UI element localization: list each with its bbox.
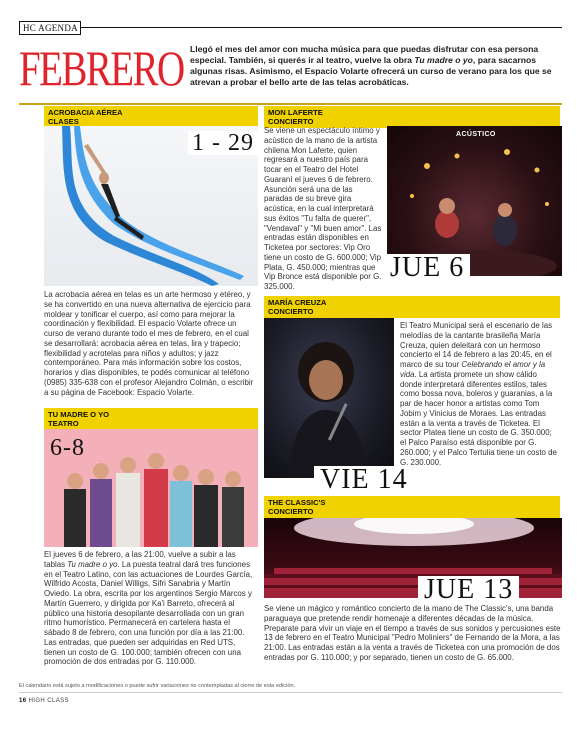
intro-paragraph: Llegó el mes del amor con mucha música para que puedas disfrutar con esa persona especial. También, si querés ir al teatro, vuelve la obra Tu madre o yo, para sacarnos algunas risas. Asimismo, el Espacio Volarte ofrecerá un curso de verano para los que se atrevan a probar el bello arte de las telas acrobáticas. bbox=[190, 44, 552, 87]
date-the-classics: JUE 13 bbox=[418, 576, 519, 604]
event-label-the-classics: THE CLASSIC'S CONCIERTO bbox=[264, 496, 560, 518]
footer-rule bbox=[19, 692, 562, 693]
event-body-maria-creuza: El Teatro Municipal será el escenario de las melodías de la cantante brasileña María Creuza, quien deleitará con un hermoso concierto el 14 de febrero a las 20:45, en el marco de su tour Celebrando el amor y la vida. La artista promete un show cálido donde interpretará diferentes estilos, tales como bossa nova, boleros y guaranias, a la par de hacer honor a artistas como Tom Jobim y Vinicius de Moraes. Las entradas están a la venta a través de Ticketea. El sector Platea tiene un costo de G. 350.000; el Palco Paraíso está disponible por G. 260.000; y el Palco Tertulia tiene un costo de G. 230.000. bbox=[400, 321, 557, 467]
event-body-the-classics: Se viene un mágico y romántico concierto de la mano de The Classic's, una banda paraguaya que pretende rendir homenaje a diferentes décadas de la música. Preparate para vivir un viaje en el tiempo a través de sus sonidos y percusiones este 13 de febrero en el Teatro Municipal "Pedro Moliniers" de Fernando de la Mora, a las 21:00. Las entradas están a la venta a través de Ticketea con una promoción de dos entradas por G. 110.000; y por separado, tienen un costo de G. 65.000. bbox=[264, 604, 561, 662]
date-maria-creuza: VIE 14 bbox=[314, 466, 414, 494]
date-acrobacia: 1 - 29 bbox=[188, 131, 258, 155]
event-label-maria-creuza: MARÍA CREUZA CONCIERTO bbox=[264, 296, 560, 318]
page-folio: 16 HIGH CLASS bbox=[19, 698, 69, 704]
event-label-tu-madre: TU MADRE O YO TEATRO bbox=[44, 408, 258, 430]
event-label-acrobacia: ACROBACIA AÉREA CLASES bbox=[44, 106, 258, 128]
event-body-mon-laferte: Se viene un espectáculo íntimo y acústico de la mano de la artista chilena Mon Laferte, quien regresará a nuestro país para tocar en el Teatro del Hotel Guaraní el jueves 6 de febrero. Asunción será una de las paradas de su breve gira acústica, en la cual interpretará sus éxitos "Tu falta de querer", "Vendaval" y "Mi buen amor". Las entradas están disponibles en Ticketea por sectores: Vip Oro tiene un costo de G. 600.000; Vip Plata, G. 450.000; mientras que Vip Bronce está disponible por G. 325.000. bbox=[264, 126, 382, 291]
section-tag: HC AGENDA bbox=[19, 21, 81, 35]
date-mon-laferte: JUE 6 bbox=[384, 254, 470, 282]
footer-disclaimer: El calendario está sujeto a modificaciones o puede sufrir variaciones no contempladas al cierre de esta edición. bbox=[19, 683, 296, 689]
photo-caption-acustico: ACÚSTICO bbox=[456, 131, 496, 138]
gold-divider bbox=[19, 103, 562, 105]
date-tu-madre: 6-8 bbox=[50, 435, 85, 461]
header-rule bbox=[19, 27, 562, 28]
photo-maria-creuza bbox=[264, 318, 394, 478]
event-label-mon-laferte: MON LAFERTE CONCIERTO bbox=[264, 106, 560, 128]
event-body-tu-madre: El jueves 6 de febrero, a las 21:00, vuelve a subir a las tablas Tu madre o yo. La puesta teatral dará tres funciones en el Teatro Latino, con las actuaciones de Lourdes García, Wilfrido Acosta, Daniel Willigs, Sifri Sanabria y Martín Oviedo. La obra, escrita por los argentinos Sergio Marcos y Martín Guerrero, y dirigida por Ka'i Barreto, ofrecerá al público una historia desopilante desarrollada con un gran ritmo humorístico. Permanecerá en cartelera hasta el sábado 8 de febrero, con una función por día a las 21:00. Las entradas, que pueden ser adquiridas en Red UTS, tienen un costo de G. 100.000; también ofrecen con una promoción de dos entradas por G. 110.000. bbox=[44, 550, 253, 667]
event-body-acrobacia: La acrobacia aérea en telas es un arte hermoso y etéreo, y se ha convertido en una nueva alternativa de ejercicio para moldear y tonificar el cuerpo, así como para mejorar la coordinación y flexibilidad. El espacio Volarte ofrece un curso de verano durante todo el mes de febrero, en el cual se desarrollará: acrobacia aérea en telas, lira y trapecio; flexibilidad y acrotelas para niños y adultos; y jazz contemporáneo. Para más información sobre los costos, horarios y días disponibles, te podés comunicar al teléfono (0985) 335-638 con el profesor Alejandro Colmán, o escribir a su página de Facebook: Espacio Volarte. bbox=[44, 290, 254, 397]
month-title: FEBRERO bbox=[19, 40, 184, 96]
